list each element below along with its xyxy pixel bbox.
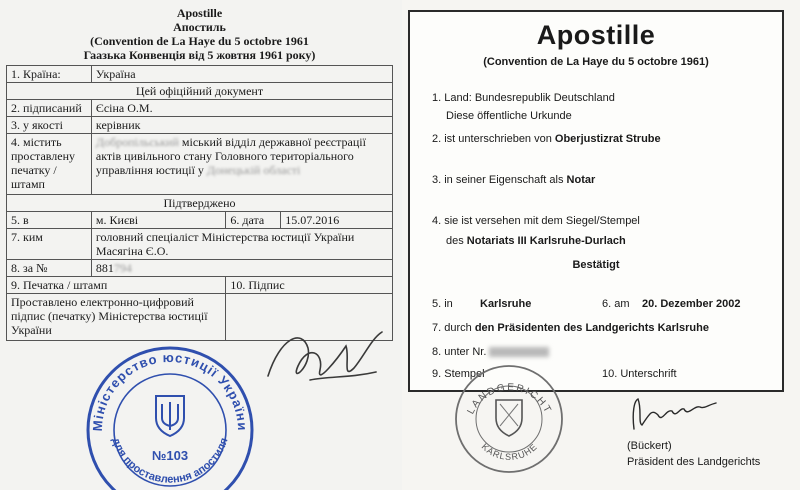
de-line-9: 9. Stempel <box>432 368 485 380</box>
esign-text: Проставлено електронно-цифровий підпис (печатку) Міністерства юстиції України <box>7 294 226 341</box>
place-value: м. Києві <box>91 212 225 229</box>
ua-convention-uk: Гаазька Конвенція від 5 жовтня 1961 року) <box>83 48 316 62</box>
coat-of-arms-icon <box>496 400 522 436</box>
number-label: 8. за № <box>7 260 92 277</box>
table-row <box>7 212 393 229</box>
de-line-5-value: Karlsruhe <box>480 298 532 310</box>
seal-label: 4. містить проставлену печатку / штамп <box>7 134 92 195</box>
de-line-3-value: Notar <box>566 174 596 186</box>
signed-label: 2. підписаний <box>7 100 92 117</box>
by-value: головний спеціаліст Міністерства юстиції України Масягіна Є.О. <box>91 229 392 260</box>
sign-label: 10. Підпис <box>226 277 393 294</box>
de-seal-bottom-text: KARLSRUHE <box>479 441 540 462</box>
ua-signature <box>250 318 400 398</box>
confirmed-header: Підтверджено <box>7 195 393 212</box>
de-line-8 <box>432 346 549 358</box>
table-row <box>7 229 393 260</box>
redacted-number <box>489 347 549 357</box>
de-line-6-label: 6. am <box>602 298 630 310</box>
capacity-value: керівник <box>91 117 392 134</box>
seal-bottom-text: для проставлення апостиля <box>109 436 231 486</box>
capacity-label: 3. у якості <box>7 117 92 134</box>
landgericht-seal <box>452 362 567 477</box>
de-line-3-label: 3. in seiner Eigenschaft als <box>432 174 567 186</box>
seal-value <box>91 134 392 195</box>
number-text: 881 <box>95 261 114 275</box>
de-line-7-value: den Präsidenten des Landgerichts Karlsruhe <box>474 322 709 334</box>
de-line-4: 4. sie ist versehen mit dem Siegel/Stempel <box>432 215 640 227</box>
country-value: Україна <box>91 66 392 83</box>
table-row <box>7 260 393 277</box>
date-value: 15.07.2016 <box>281 212 393 229</box>
table-row <box>7 195 393 212</box>
by-label: 7. ким <box>7 229 92 260</box>
stamp-label: 9. Печатка / штамп <box>7 277 226 294</box>
de-line-10: 10. Unterschrift <box>602 368 677 380</box>
table-row <box>7 277 393 294</box>
signed-value: Єсіна О.М. <box>91 100 392 117</box>
table-row <box>7 100 393 117</box>
de-line-7 <box>432 322 709 334</box>
de-signature <box>628 395 720 435</box>
de-line-6-value: 20. Dezember 2002 <box>642 298 741 310</box>
de-line-4b <box>446 235 626 247</box>
seal-ring-text: Міністерство юстиції України <box>89 349 251 432</box>
seal-number: №103 <box>151 448 189 463</box>
table-row <box>7 134 393 195</box>
de-line-5-label: 5. in <box>432 298 453 310</box>
de-line-4b-value: Notariats III Karlsruhe-Durlach <box>466 235 626 247</box>
ua-convention-fr: (Convention de La Haye du 5 octobre 1961 <box>90 34 309 48</box>
de-line-7-label: 7. durch <box>432 322 475 334</box>
table-row <box>7 117 393 134</box>
de-line-4b-label: des <box>446 235 467 247</box>
ua-form-table <box>6 65 393 341</box>
de-form-frame <box>408 10 784 392</box>
ua-title-uk: Апостиль <box>173 20 226 34</box>
de-line-1: 1. Land: Bundesrepublik Deutschland <box>432 92 615 104</box>
de-subtitle: (Convention de La Haye du 5 octobre 1961) <box>483 56 709 68</box>
place-label: 5. в <box>7 212 92 229</box>
redacted-text: Добропільський <box>95 135 179 149</box>
trident-icon <box>156 396 184 436</box>
number-value <box>91 260 392 277</box>
de-line-2-label: 2. ist unterschrieben von <box>432 133 555 145</box>
de-confirmed: Bestätigt <box>572 259 620 271</box>
signer-title: Präsident des Landgerichts <box>627 456 761 468</box>
svg-text:LANDGERICHT <box>465 382 553 416</box>
country-label: 1. Країна: <box>7 66 92 83</box>
table-row <box>7 83 393 100</box>
de-line-3 <box>432 174 595 186</box>
seal-value-text: міський відділ державної реєстрації актів цивільного стану Головного територіального управління юстиції у <box>95 135 366 177</box>
doc-header: Цей офіційний документ <box>7 83 393 100</box>
signer-name: (Bückert) <box>627 440 672 452</box>
ministry-seal <box>82 338 258 490</box>
redacted-text: Донецькій області <box>206 163 301 177</box>
de-line-1b: Diese öffentliche Urkunde <box>446 110 572 122</box>
ua-header <box>6 6 393 65</box>
redacted-text: 794 <box>113 261 132 275</box>
de-line-8-label: 8. unter Nr. <box>432 346 487 358</box>
de-line-2 <box>432 133 661 145</box>
de-title: Apostille <box>536 20 656 50</box>
table-row <box>7 66 393 83</box>
ua-title: Apostille <box>176 6 223 20</box>
de-seal-top-text: LANDGERICHT <box>465 382 554 417</box>
de-line-2-value: Oberjustizrat Strube <box>554 133 661 145</box>
date-label: 6. дата <box>226 212 281 229</box>
